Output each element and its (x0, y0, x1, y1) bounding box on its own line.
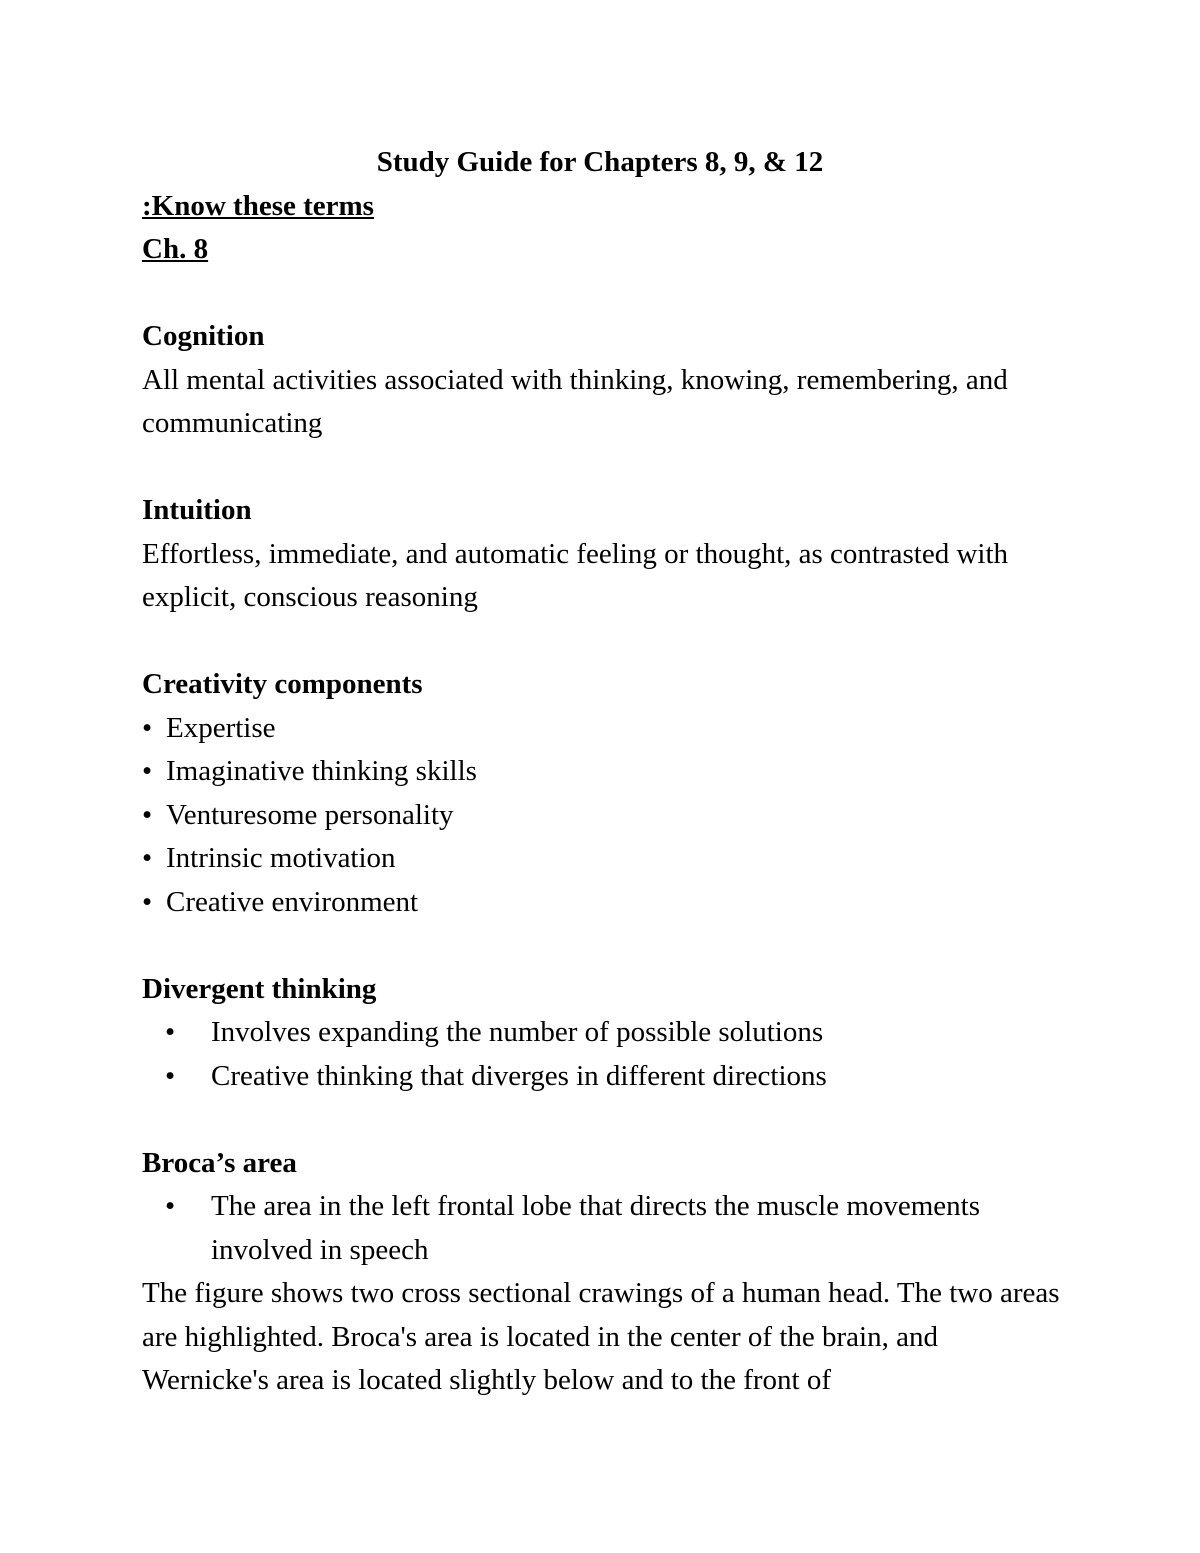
section-intuition (142, 489, 1062, 620)
list-item (142, 794, 1062, 838)
bullet-icon: • (142, 711, 153, 744)
list-item (142, 881, 1062, 925)
bullet-icon: • (165, 1190, 176, 1222)
bullet-icon: • (142, 755, 153, 787)
spacer (142, 1098, 1062, 1142)
list-item (142, 750, 1062, 794)
spacer (142, 446, 1062, 490)
bullet-icon: • (142, 798, 153, 831)
bullet-icon: • (165, 1059, 176, 1092)
list-item (142, 837, 1062, 881)
section-creativity (142, 663, 1062, 924)
section-divergent-thinking (142, 968, 1062, 1099)
list-item (142, 1185, 1062, 1272)
term-heading: Broca’s area (142, 1146, 297, 1179)
list-item-text: Expertise (166, 711, 276, 744)
list-item-text: Imaginative thinking skills (166, 755, 477, 787)
term-heading: Divergent thinking (142, 972, 377, 1005)
spacer (142, 272, 1062, 316)
list-item-text: Involves expanding the number of possible solutions (211, 1016, 824, 1048)
list-item-text: Intrinsic motivation (166, 842, 396, 874)
bullet-icon: • (142, 842, 153, 874)
spacer (142, 924, 1062, 968)
list-item-text: The area in the left frontal lobe that directs the muscle movements involved in speech (211, 1190, 981, 1266)
list-item-text: Creative environment (166, 885, 419, 918)
list-item-text: Venturesome personality (166, 798, 454, 831)
list-item (142, 707, 1062, 751)
document-content (142, 141, 1062, 1403)
term-definition: Effortless, immediate, and automatic feeling or thought, as contrasted with explicit, conscious reasoning (142, 537, 1009, 613)
bullet-list (142, 1185, 1062, 1272)
figure-description: The figure shows two cross sectional crawings of a human head. The two areas are highlighted. Broca's area is located in the center of the brain, and Wernicke's area is located slightly below and to the front of (142, 1277, 1060, 1396)
term-heading: Creativity components (142, 668, 423, 700)
list-item (142, 1055, 1062, 1099)
term-heading: Cognition (142, 320, 265, 352)
page-title: Study Guide for Chapters 8, 9, & 12 (376, 146, 824, 178)
section-brocas-area (142, 1142, 1062, 1403)
bullet-icon: • (142, 885, 153, 918)
list-item-text: Creative thinking that diverges in different directions (211, 1059, 827, 1092)
bullet-list (142, 707, 1062, 925)
chapter-heading: Ch. 8 (142, 233, 209, 265)
list-item (142, 1011, 1062, 1055)
term-heading: Intuition (142, 494, 252, 526)
bullet-icon: • (165, 1016, 176, 1048)
section-cognition (142, 315, 1062, 446)
bullet-list (142, 1011, 1062, 1098)
subheading: :Know these terms (142, 189, 374, 222)
term-definition: All mental activities associated with thinking, knowing, remembering, and communicating (142, 363, 1008, 439)
spacer (142, 620, 1062, 664)
